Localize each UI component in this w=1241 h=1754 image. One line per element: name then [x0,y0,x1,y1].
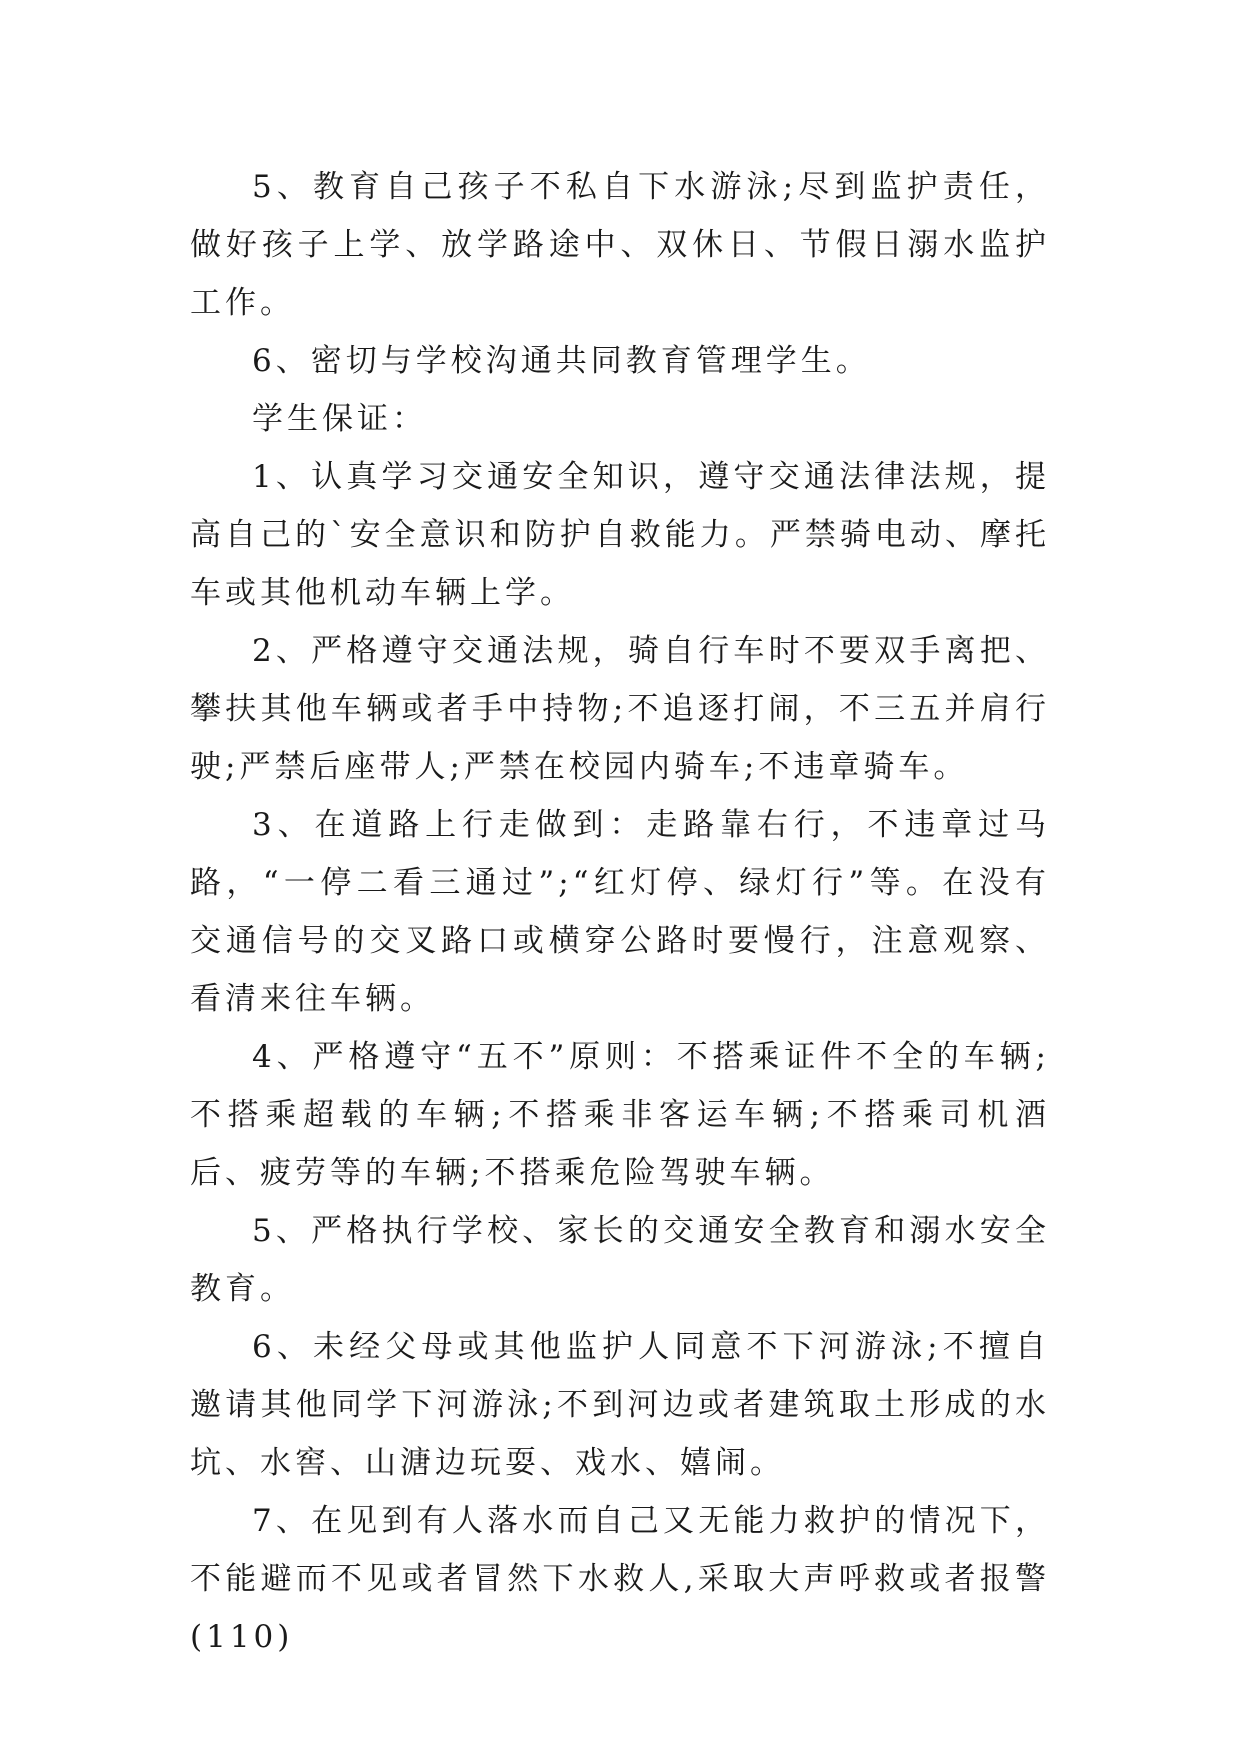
paragraph-student-item-3: 3、在道路上行走做到：走路靠右行，不违章过马路，“一停二看三通过”;“红灯停、绿灯行”等。在没有交通信号的交叉路口或横穿公路时要慢行，注意观察、看清来往车辆。 [190,807,1050,1017]
document-body [190,158,1050,1666]
paragraph-student-item-4: 4、严格遵守“五不”原则：不搭乘证件不全的车辆;不搭乘超载的车辆;不搭乘非客运车辆;不搭乘司机酒后、疲劳等的车辆;不搭乘危险驾驶车辆。 [190,1039,1050,1191]
paragraph-student-item-2: 2、严格遵守交通法规，骑自行车时不要双手离把、攀扶其他车辆或者手中持物;不追逐打闹，不三五并肩行驶;严禁后座带人;严禁在校园内骑车;不违章骑车。 [190,633,1050,785]
paragraph-parent-item-5: 5、教育自己孩子不私自下水游泳;尽到监护责任，做好孩子上学、放学路途中、双休日、节假日溺水监护工作。 [190,169,1050,321]
paragraph-student-item-1: 1、认真学习交通安全知识，遵守交通法律法规，提高自己的`安全意识和防护自救能力。严禁骑电动、摩托车或其他机动车辆上学。 [190,459,1050,611]
paragraph-student-item-7: 7、在见到有人落水而自己又无能力救护的情况下，不能避而不见或者冒然下水救人,采取大声呼救或者报警(110) [190,1503,1050,1655]
paragraph-parent-item-6: 6、密切与学校沟通共同教育管理学生。 [252,343,871,379]
paragraph-student-heading: 学生保证： [252,401,427,437]
paragraph-student-item-6: 6、未经父母或其他监护人同意不下河游泳;不擅自邀请其他同学下河游泳;不到河边或者建筑取土形成的水坑、水窖、山溏边玩耍、戏水、嬉闹。 [190,1329,1050,1481]
paragraph-student-item-5: 5、严格执行学校、家长的交通安全教育和溺水安全教育。 [190,1213,1050,1307]
